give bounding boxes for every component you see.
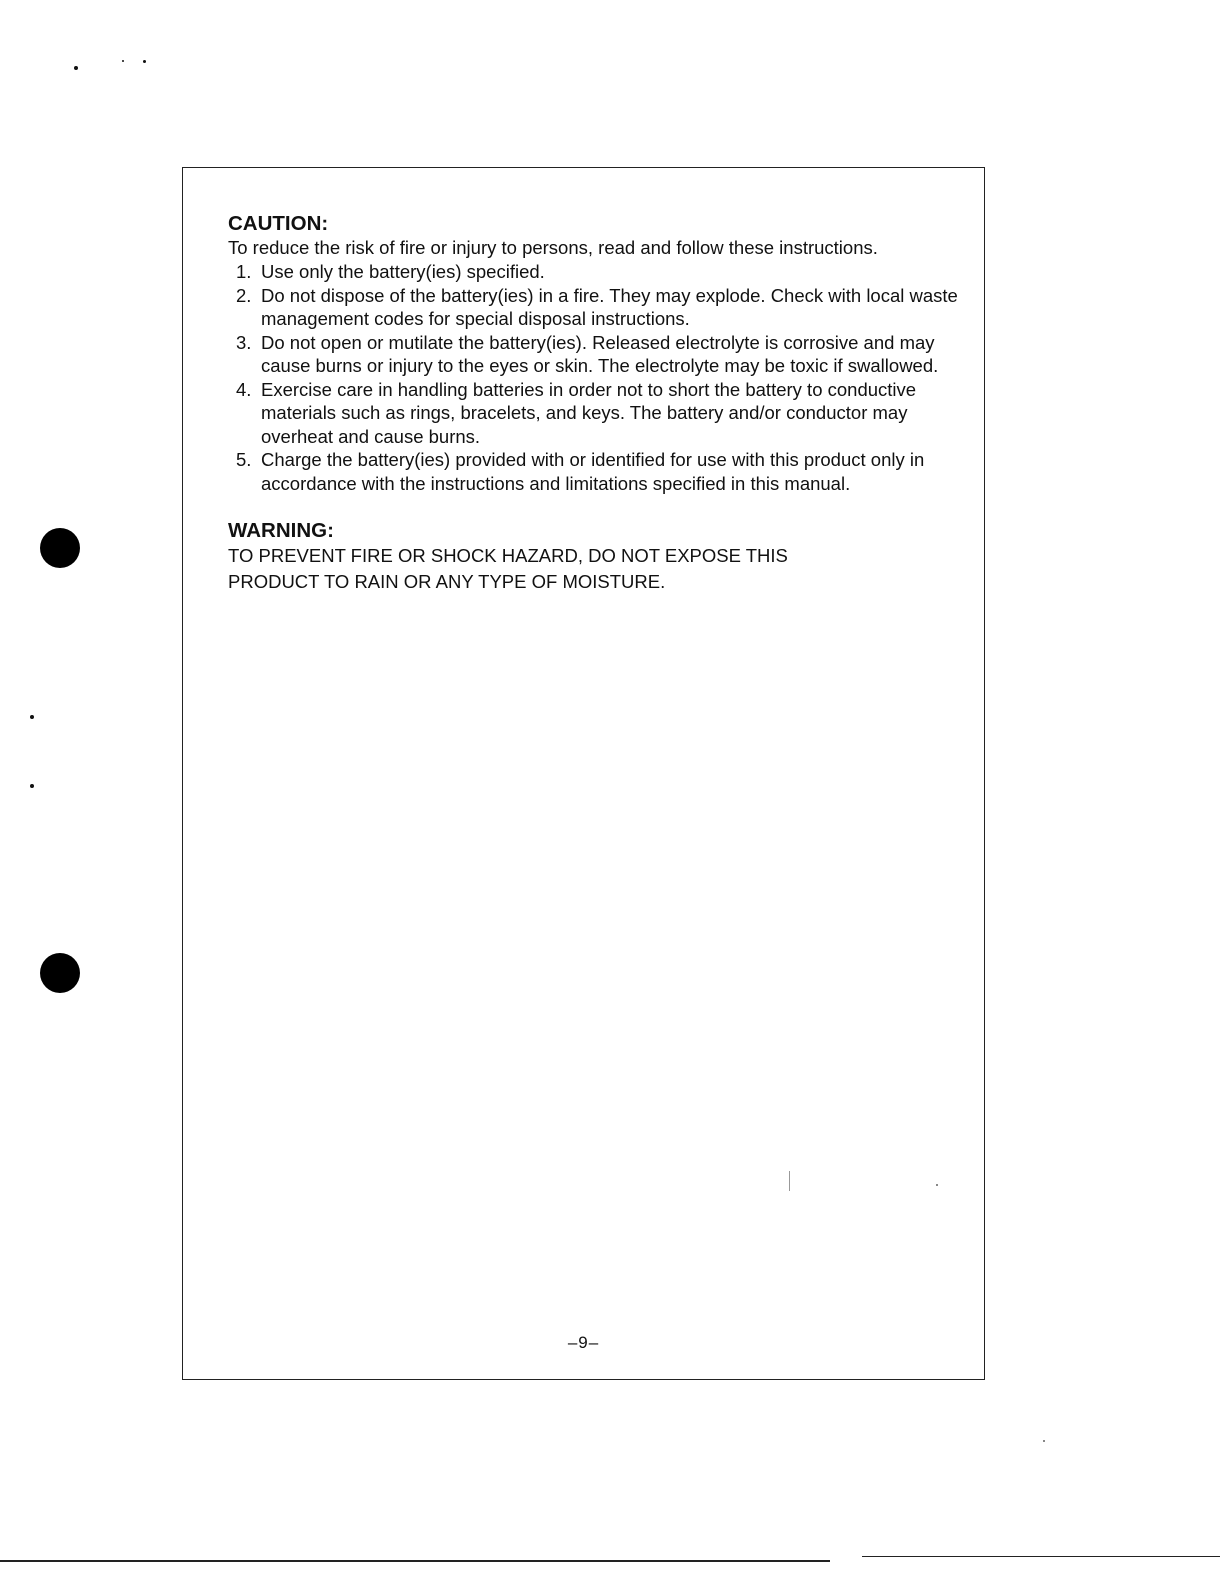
caution-heading: CAUTION: [228,212,329,235]
item-number: 4. [236,378,252,400]
binder-hole [40,528,80,568]
scan-speck [122,60,124,62]
caution-item [228,448,968,495]
caution-item [228,260,968,284]
item-number: 2. [236,284,252,306]
scan-speck [74,66,78,70]
scan-edge-line [0,1560,830,1562]
notice-frame [182,167,985,1380]
scan-edge-line [862,1556,1220,1557]
item-text: Exercise care in handling batteries in order not to short the battery to conductive materials such as rings, bracelets, and keys. The battery and/or conductor may overheat and cause burns. [261,378,917,447]
item-number: 1. [236,261,252,282]
item-text: Do not open or mutilate the battery(ies). Released electrolyte is corrosive and may cause burns or injury to the eyes or skin. The electrolyte may be toxic if swallowed. [261,331,939,376]
item-text: Do not dispose of the battery(ies) in a fire. They may explode. Check with local waste management codes for special disposal instructions. [261,284,958,329]
warning-text: TO PREVENT FIRE OR SHOCK HAZARD, DO NOT EXPOSE THIS PRODUCT TO RAIN OR ANY TYPE OF MOISTURE. [228,545,788,592]
item-number: 3. [236,331,252,353]
item-number: 5. [236,449,252,470]
notice-content [228,212,968,595]
item-text: Use only the battery(ies) specified. [261,261,545,282]
caution-item [228,331,968,378]
caution-intro: To reduce the risk of fire or injury to persons, read and follow these instructions. [228,237,878,258]
caution-item [228,284,968,331]
warning-section [228,519,968,595]
caution-section [228,212,968,495]
scan-speck [30,715,34,719]
scan-speck [143,60,146,63]
binder-hole [40,953,80,993]
page-number: –9– [567,1333,600,1352]
item-text: Charge the battery(ies) provided with or identified for use with this product only in accordance with the instructions and limitations specified in this manual. [261,449,925,494]
caution-item [228,378,968,449]
scan-speck [30,784,34,788]
scan-speck [1043,1440,1045,1442]
caution-list [228,260,968,495]
warning-heading: WARNING: [228,519,334,542]
